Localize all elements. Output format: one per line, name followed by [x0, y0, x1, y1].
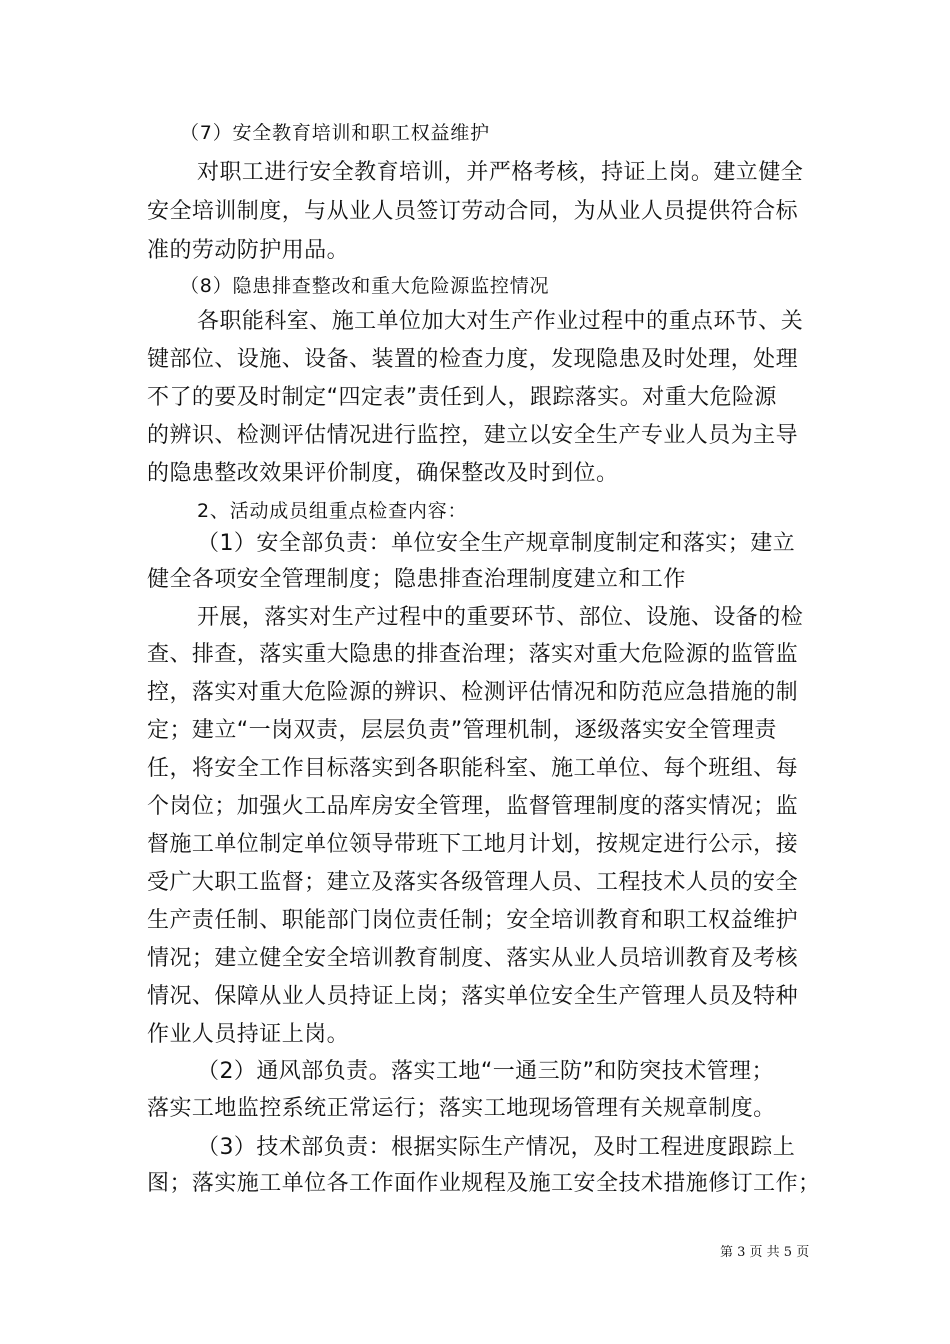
paragraph-line: 对职工进行安全教育培训，并严格考核，持证上岗。建立健全 [197, 160, 804, 185]
paragraph-line: 键部位、设施、设备、装置的检查力度，发现隐患及时处理，处理 [147, 347, 799, 372]
paragraph-line: 的隐患整改效果评价制度，确保整改及时到位。 [147, 461, 619, 486]
paragraph-line: 健全各项安全管理制度；隐患排查治理制度建立和工作 [147, 567, 686, 592]
section-2-heading: 2、活动成员组重点检查内容： [197, 500, 468, 522]
paragraph-line: 落实工地监控系统正常运行；落实工地现场管理有关规章制度。 [147, 1096, 776, 1121]
paragraph-line: （1）安全部负责：单位安全生产规章制度制定和落实；建立 [197, 531, 796, 556]
paragraph-line: 作业人员持证上岗。 [147, 1022, 350, 1047]
paragraph-line: 各职能科室、施工单位加大对生产作业过程中的重点环节、关 [197, 309, 804, 334]
paragraph-line: 生产责任制、职能部门岗位责任制；安全培训教育和职工权益维护 [147, 908, 799, 933]
paragraph-line: 个岗位；加强火工品库房安全管理，监督管理制度的落实情况；监 [147, 794, 799, 819]
paragraph-line: 图；落实施工单位各工作面作业规程及施工安全技术措施修订工作； [147, 1171, 821, 1196]
paragraph-line: 定；建立“一岗双责，层层负责”管理机制，逐级落实安全管理责 [147, 718, 777, 743]
paragraph-line: 准的劳动防护用品。 [147, 238, 350, 263]
paragraph-line: 安全培训制度，与从业人员签订劳动合同，为从业人员提供符合标 [147, 199, 799, 224]
paragraph-line: 督施工单位制定单位领导带班下工地月计划，按规定进行公示，接 [147, 832, 799, 857]
paragraph-line: 情况、保障从业人员持证上岗；落实单位安全生产管理人员及特种 [147, 984, 799, 1009]
paragraph-line: 控，落实对重大危险源的辨识、检测评估情况和防范应急措施的制 [147, 680, 799, 705]
paragraph-line: 开展，落实对生产过程中的重要环节、部位、设施、设备的检 [197, 605, 804, 630]
heading-8: （8）隐患排查整改和重大危险源监控情况 [180, 275, 550, 297]
paragraph-line: 不了的要及时制定“四定表”责任到人，跟踪落实。对重大危险源 [147, 385, 777, 410]
paragraph-line: （2）通风部负责。落实工地“一通三防”和防突技术管理； [197, 1059, 774, 1084]
paragraph-line: 的辨识、检测评估情况进行监控，建立以安全生产专业人员为主导 [147, 423, 799, 448]
paragraph-line: 任，将安全工作目标落实到各职能科室、施工单位、每个班组、每 [147, 756, 799, 781]
paragraph-line: 受广大职工监督；建立及落实各级管理人员、工程技术人员的安全 [147, 870, 799, 895]
heading-7: （7）安全教育培训和职工权益维护 [180, 122, 490, 144]
paragraph-line: 情况；建立健全安全培训教育制度、落实从业人员培训教育及考核 [147, 946, 799, 971]
page-number: 第 3 页 共 5 页 [720, 1245, 810, 1260]
paragraph-line: （3）技术部负责：根据实际生产情况，及时工程进度跟踪上 [197, 1135, 796, 1160]
paragraph-line: 查、排查，落实重大隐患的排查治理；落实对重大危险源的监管监 [147, 642, 799, 667]
